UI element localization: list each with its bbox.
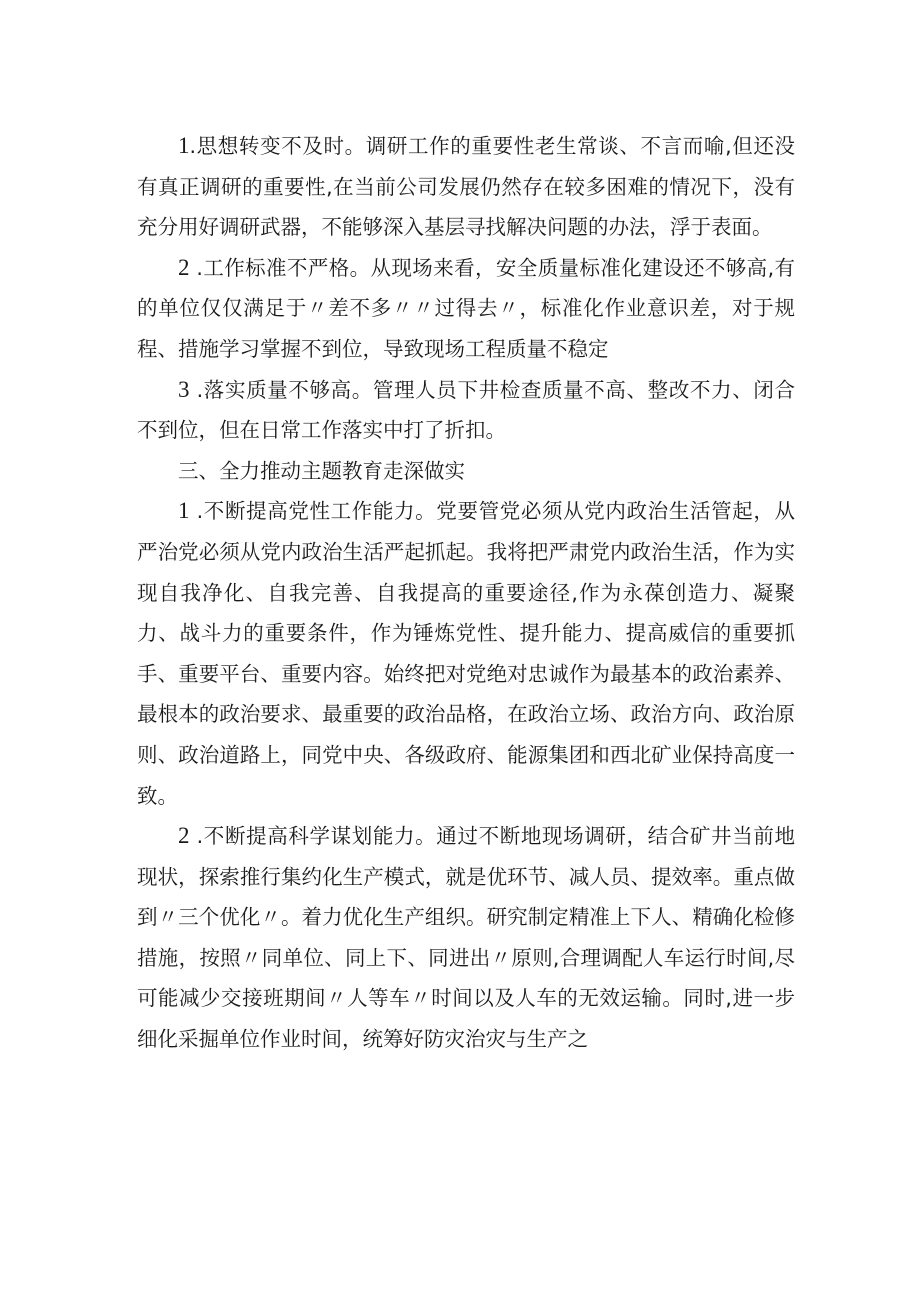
paragraph-3 <box>137 370 795 451</box>
document-body <box>137 126 795 1060</box>
item-number: 2 <box>178 254 190 280</box>
paragraph-4 <box>137 491 795 816</box>
paragraph-5 <box>137 816 795 1060</box>
paragraph-text: .工作标准不严格。从现场来看，安全质量标准化建设还不够高,有的单位仅仅满足于〃差不多〃〃过得去〃，标准化作业意识差，对于规程、措施学习掌握不到位，导致现场工程质量不稳定 <box>137 255 795 361</box>
paragraph-1 <box>137 126 795 248</box>
paragraph-2 <box>137 248 795 370</box>
paragraph-text: .不断提高党性工作能力。党要管党必须从党内政治生活管起，从严治党必须从党内政治生活严起抓起。我将把严肃党内政治生活，作为实现自我净化、自我完善、自我提高的重要途径,作为永葆创造力、凝聚力、战斗力的重要条件，作为锤炼党性、提升能力、提高威信的重要抓手、重要平台、重要内容。始终把对党绝对忠诚作为最基本的政治素养、最根本的政治要求、最重要的政治品格，在政治立场、政治方向、政治原则、政治道路上，同党中央、各级政府、能源集团和西北矿业保持高度一致。 <box>137 499 795 808</box>
heading-text: 三、全力推动主题教育走深做实 <box>178 458 465 483</box>
section-heading <box>137 451 795 492</box>
paragraph-text: .落实质量不够高。管理人员下井检查质量不高、整改不力、闭合不到位，但在日常工作落实中打了折扣。 <box>137 377 795 443</box>
item-number: 1 <box>178 498 190 524</box>
paragraph-text: .思想转变不及时。调研工作的重要性老生常谈、不言而喻,但还没有真正调研的重要性,在当前公司发展仍然存在较多困难的情况下，没有充分用好调研武器，不能够深入基层寻找解决问题的办法，浮于表面。 <box>137 134 795 240</box>
item-number: 2 <box>178 823 190 849</box>
item-number: 3 <box>178 376 190 402</box>
paragraph-text: .不断提高科学谋划能力。通过不断地现场调研，结合矿井当前地现状，探索推行集约化生产模式，就是优环节、减人员、提效率。重点做到〃三个优化〃。着力优化生产组织。研究制定精准上下人、精确化检修措施，按照〃同单位、同上下、同进出〃原则,合理调配人车运行时间,尽可能减少交接班期间〃人等车〃时间以及人车的无效运输。同时,进一步细化采掘单位作业时间，统筹好防灾治灾与生产之 <box>137 824 795 1052</box>
item-number: 1 <box>178 133 190 158</box>
